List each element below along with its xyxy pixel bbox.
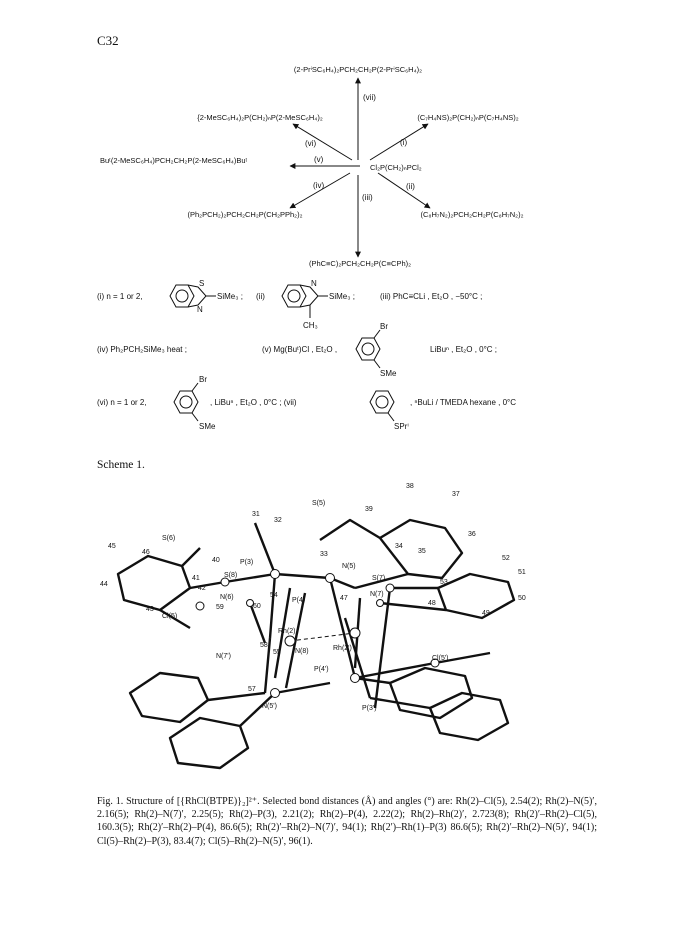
atom-label-c46: 46 — [142, 549, 150, 556]
condition-iv: (iv) Ph₂PCH₂SiMe₃ heat ; — [97, 345, 187, 354]
atom-label-c33: 33 — [320, 551, 328, 558]
product-vii: (2-PrⁱSC₆H₄)₂PCH₂CH₂P(2-PrⁱSC₆H₄)₂ — [293, 65, 423, 74]
label-vi: (vi) — [305, 139, 317, 148]
atom-label-c43: 43 — [146, 606, 154, 613]
br-label: Br — [380, 322, 388, 331]
atom-label-c58: 58 — [260, 642, 268, 649]
condition-ii-reagent: SiMe₃ ; — [329, 292, 355, 301]
atom-label-rh2: Rh(2) — [278, 628, 296, 635]
atom-label-s8: S(8) — [224, 572, 238, 579]
atom-label-n5p: N(5') — [262, 703, 277, 710]
atom-label-c35: 35 — [418, 548, 426, 555]
atom-label-p4: P(4) — [292, 597, 306, 604]
atom-label-n7p: N(7') — [216, 653, 231, 660]
ring-n-top-label: N — [311, 279, 317, 288]
atom-label-c53: 53 — [440, 579, 448, 586]
atom-label-rh2p: Rh(2') — [333, 645, 352, 652]
atom-label-c52: 52 — [502, 555, 510, 562]
atom-label-c57: 57 — [248, 686, 256, 693]
atom-label-p4p: P(4') — [314, 666, 329, 673]
atom-labels — [100, 483, 526, 712]
atom-label-p3: P(3) — [240, 559, 254, 566]
sme-label: SMe — [380, 369, 397, 378]
condition-i: (i) n = 1 or 2, — [97, 292, 143, 301]
central-reactant: Cl₂P(CH₂)ₙPCl₂ — [370, 163, 422, 172]
atom-label-c31: 31 — [252, 511, 260, 518]
atom-label-cl5p: Cl(5') — [432, 655, 449, 662]
br-label-2: Br — [199, 375, 207, 384]
product-iv: (Ph₂PCH₂)₂PCH₂CH₂P(CH₂PPh₂)₂ — [187, 210, 303, 219]
ring-s-label: S — [199, 279, 205, 288]
atom-label-c49: 49 — [482, 610, 490, 617]
atom-label-n6: N(6) — [220, 594, 234, 601]
product-vi: {2-MeSC₆H₄)₂P(CH₂)ₙP(2-MeSC₆H₄)₂ — [197, 113, 323, 122]
bromo-thioanisole-structure-2 — [174, 383, 198, 421]
atom-label-c44: 44 — [100, 581, 108, 588]
atom-label-c51: 51 — [518, 569, 526, 576]
atom-label-s6: S(6) — [162, 535, 176, 542]
atom-label-c40: 40 — [212, 557, 220, 564]
atom-label-c59: 59 — [216, 604, 224, 611]
atom-label-s5: S(5) — [312, 500, 326, 507]
atom-label-n7: N(7) — [370, 591, 384, 598]
condition-i-reagent: SiMe₃ ; — [217, 292, 243, 301]
atom-label-c45: 45 — [108, 543, 116, 550]
product-iii: (PhC≡C)₂PCH₂CH₂P(C≡CPh)₂ — [308, 259, 412, 268]
page-number: C32 — [97, 33, 119, 48]
condition-vi: (vi) n = 1 or 2, — [97, 398, 147, 407]
product-ii: (C₈H₇N₂)₂PCH₂CH₂P(C₈H₇N₂)₂ — [420, 210, 524, 219]
atom-label-c60: 60 — [253, 603, 261, 610]
condition-ii: (ii) — [256, 292, 265, 301]
sme-label-2: SMe — [199, 422, 216, 431]
benzimidazole-structure — [282, 285, 328, 318]
atom-label-n8: N(8) — [295, 648, 309, 655]
reaction-scheme — [0, 0, 680, 450]
atom-label-c32: 32 — [274, 517, 282, 524]
ring-n-label: N — [197, 305, 203, 314]
label-iii: (iii) — [362, 193, 373, 202]
isopropylthiobenzene-structure — [370, 391, 394, 421]
atom-label-c36: 36 — [468, 531, 476, 538]
atom-label-cl5: Cl(5) — [162, 613, 178, 620]
condition-v-reagent: LiBuⁿ , Et₂O , 0°C ; — [430, 345, 498, 354]
condition-iii: (iii) PhC≡CLi , Et₂O , −50°C ; — [380, 292, 483, 301]
label-v: (v) — [314, 155, 324, 164]
label-i: (i) — [400, 138, 408, 147]
atom-label-c50: 50 — [518, 595, 526, 602]
crystal-structure-figure — [90, 478, 600, 778]
label-ii: (ii) — [406, 182, 415, 191]
atom-label-c39: 39 — [365, 506, 373, 513]
atom-label-c47: 47 — [340, 595, 348, 602]
spr-label: SPrⁱ — [394, 422, 409, 431]
atom-label-c42: 42 — [198, 585, 206, 592]
product-i: (C₇H₄NS)₂P(CH₂)ₙP(C₇H₄NS)₂ — [417, 113, 519, 122]
atom-label-c37: 37 — [452, 491, 460, 498]
label-iv: (iv) — [313, 181, 325, 190]
bromo-thioanisole-structure — [356, 330, 380, 368]
scheme-caption: Scheme 1. — [97, 459, 145, 471]
atom-label-c55: 55 — [273, 649, 281, 656]
condition-vii-reagent: , ⁿBuLi / TMEDA hexane , 0°C — [410, 398, 517, 407]
atom-label-n5: N(5) — [342, 563, 356, 570]
condition-v: (v) Mg(Buᵗ)Cl , Et₂O , — [262, 345, 338, 354]
atom-label-c48: 48 — [428, 600, 436, 607]
atom-label-c41: 41 — [192, 575, 200, 582]
atom-label-p3p: P(3') — [362, 705, 377, 712]
benzothiazole-structure — [170, 285, 216, 307]
figure-caption — [97, 795, 597, 848]
product-v: Buᵗ(2-MeSC₆H₄)PCH₂CH₂P(2-MeSC₆H₄)Buᵗ — [100, 156, 248, 165]
atom-label-c54: 54 — [270, 592, 278, 599]
atom-label-c38: 38 — [406, 483, 414, 490]
atom-label-s7: S(7) — [372, 575, 386, 582]
atom-label-c34: 34 — [395, 543, 403, 550]
figure-caption-text: Structure of [{RhCl(BTPE)}₂]²⁺. Selected bond distances (Å) and angles (°) are: Rh(2)–Cl(5), 2.54(2); Rh(2)–N(5)′, 2.16(5); Rh(2)–N(7)′, 2.25(5); Rh(2)–P(3), 2.21(2); Rh(2)–P(4), 2.22(2); Rh(2)–Rh(2)′, 2.723(8); Rh(2)′–Rh(2)–Cl(5), 160.3(5); Rh(2)′–Rh(2)–P(4), 86.6(5); Rh(2)′–Rh(2)–N(7)′, 94(1); Rh(2′)–Rh(1)–P(3) 86.6(5); Rh(2)′–Rh(2)–N(5)′, 94(1); Cl(5)–Rh(2)–P(3), 83.4(7); Cl(5)–Rh(2)–N(5)′, 96(1). — [97, 796, 597, 847]
methyl-label: CH₃ — [303, 321, 318, 330]
figure-caption-label: Fig. 1. — [97, 796, 124, 807]
molecular-bonds — [118, 520, 514, 768]
condition-vi-reagent: , LiBuⁿ , Et₂O , 0°C ; (vii) — [210, 398, 297, 407]
label-vii: (vii) — [363, 93, 376, 102]
